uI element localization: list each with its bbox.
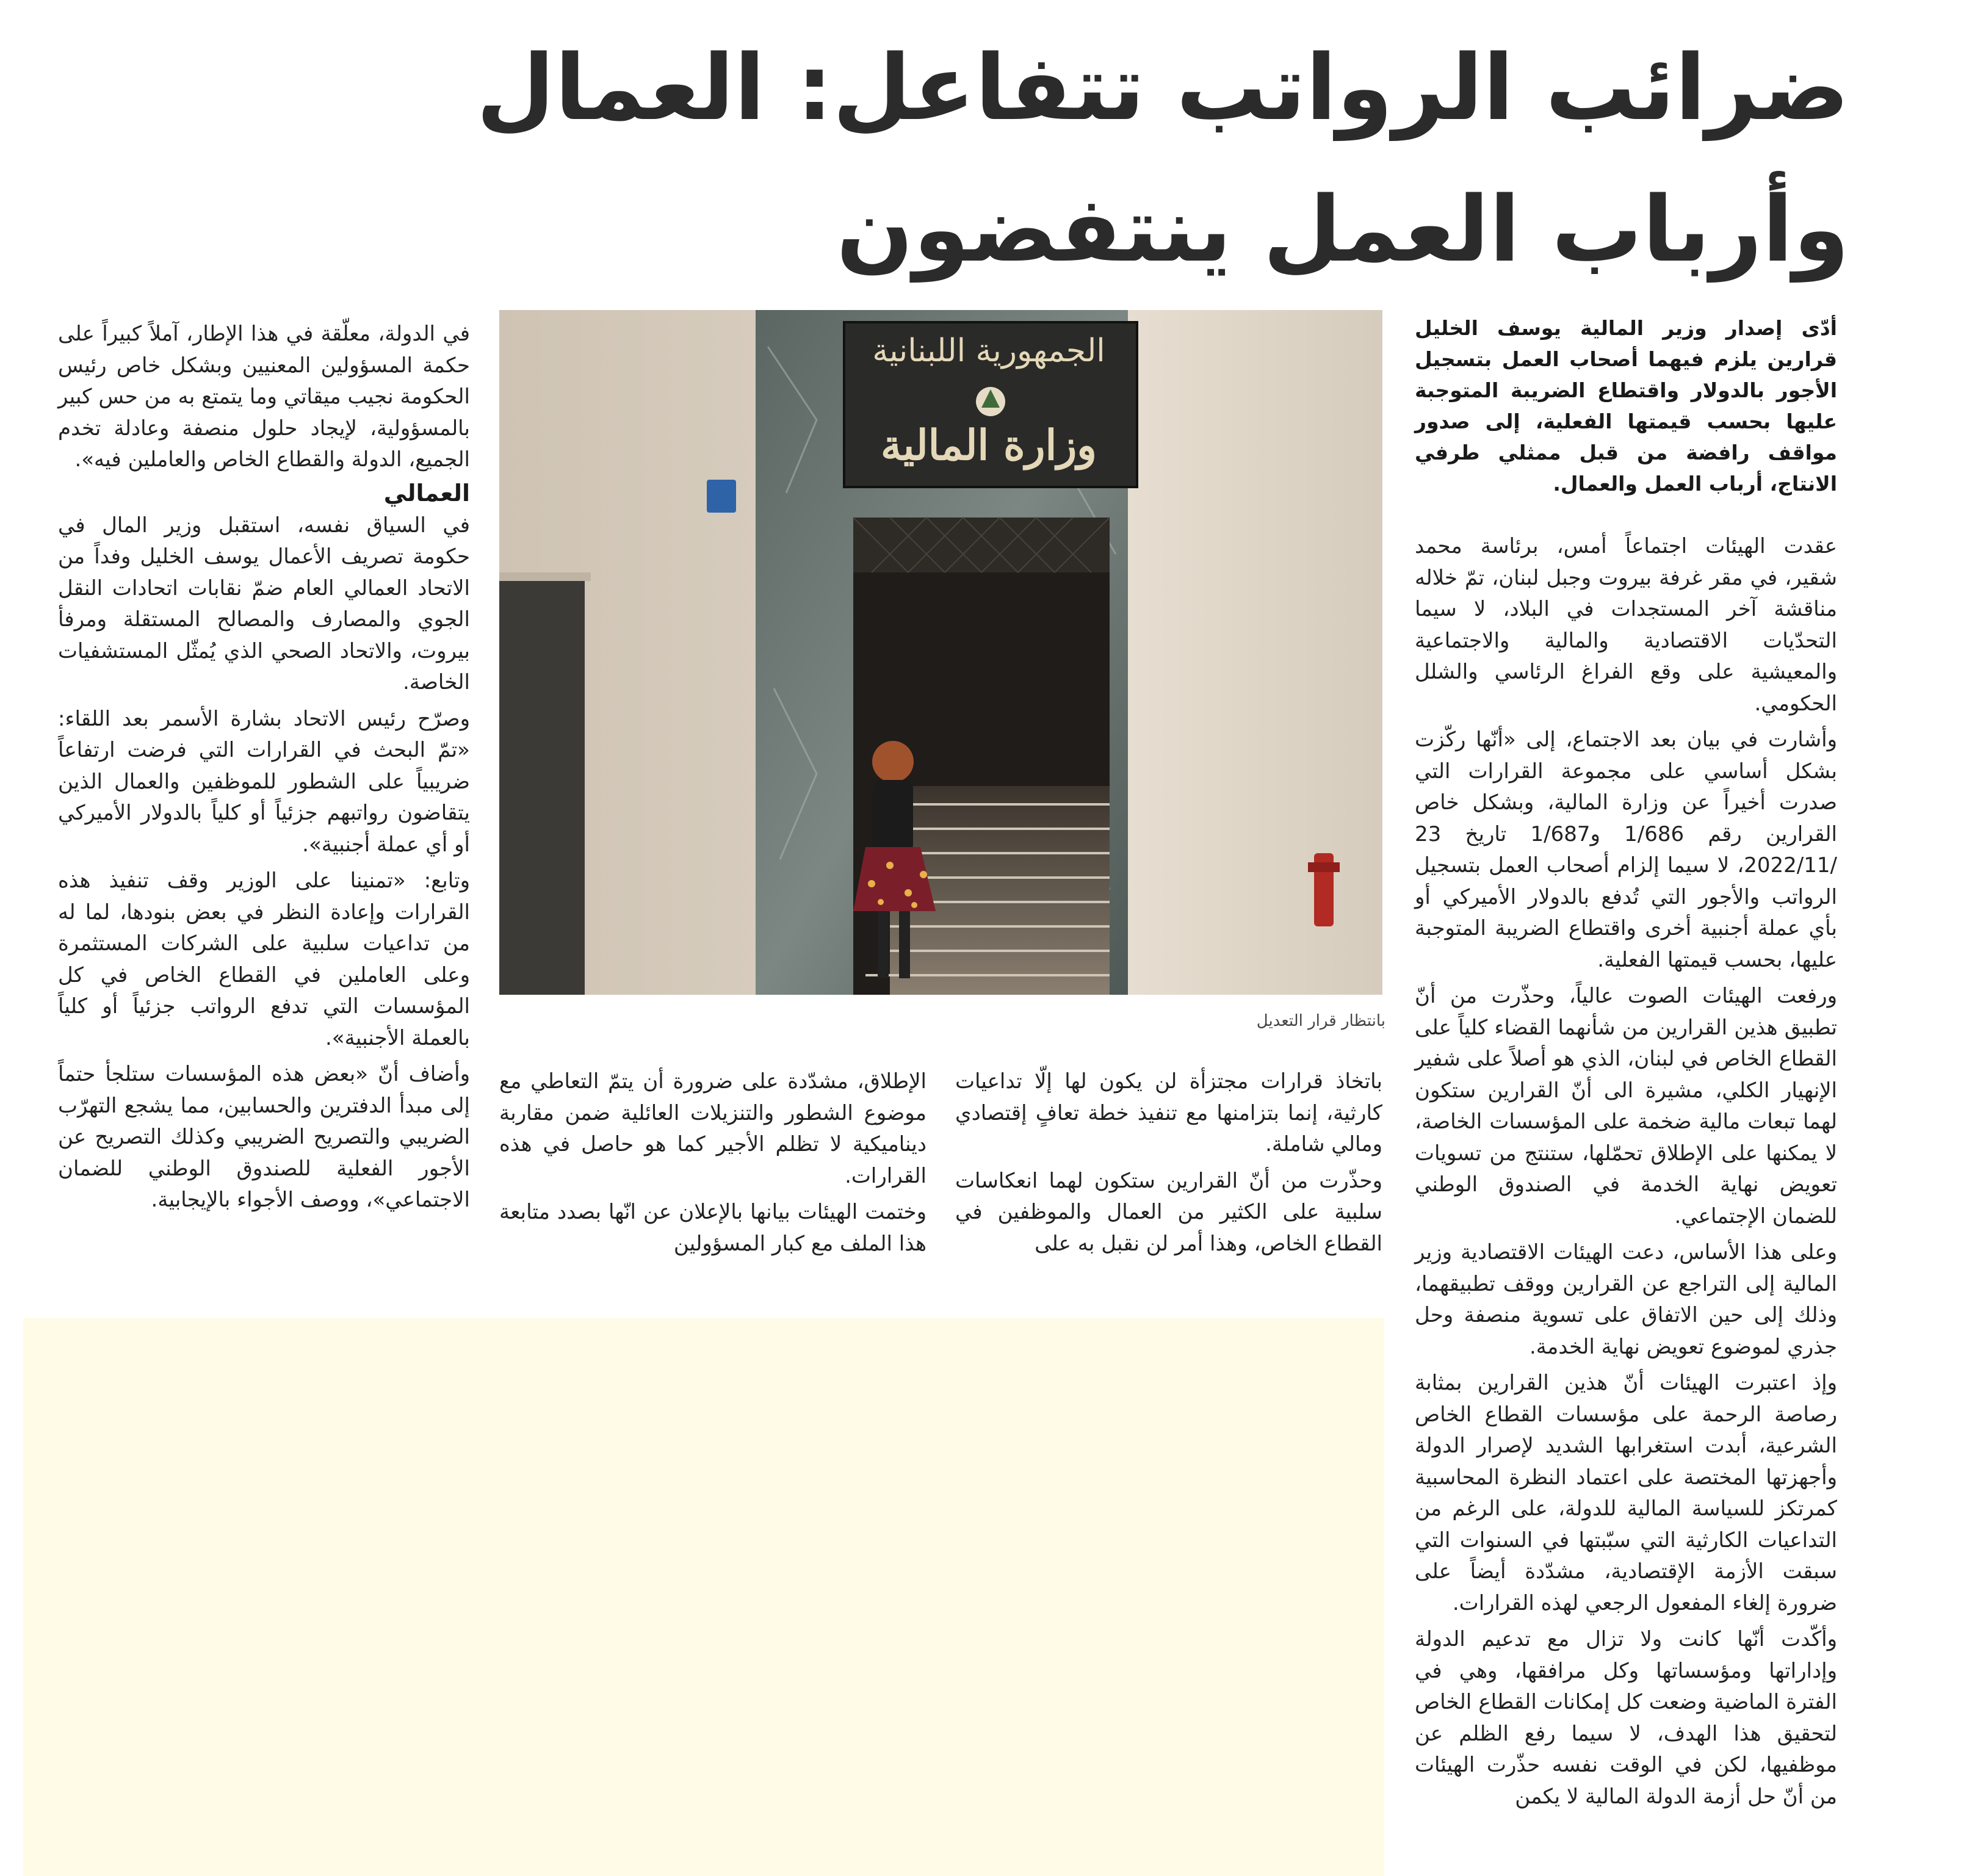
sign-top-text: الجمهورية اللبنانية xyxy=(872,333,1105,369)
paragraph: وختمت الهيئات بيانها بالإعلان عن انّها بصدد متابعة هذا الملف مع كبار المسؤولين xyxy=(499,1200,926,1256)
paragraph: في السياق نفسه، استقبل وزير المال في حكومة تصريف الأعمال يوسف الخليل وفداً من الاتحاد العمالي العام ضمّ نقابات اتحادات النقل الجوي والمصارف والمصالح المستقلة ومرفأ بيروت، والاتحاد الصحي الذي يُمثّل المستشفيات الخاصة. xyxy=(58,513,470,694)
article-photo xyxy=(499,310,1382,995)
paragraph: وأشارت في بيان بعد الاجتماع، إلى «أنّها ركّزت بشكل أساسي على مجموعة القرارات التي صدرت أخيراً عن وزارة المالية، وبشكل خاص القرارين رقم 1/686 و1/687 تاريخ 23 /2022/11، لا سيما إلزام أصحاب العمل بتسجيل الرواتب والأجور التي تُدفع بالدولار الأميركي أو بأي عملة أجنبية أخرى واقتطاع الضريبة المتوجبة عليها، بحسب قيمتها الفعلية. xyxy=(1415,727,1837,972)
paragraph: وعلى هذا الأساس، دعت الهيئات الاقتصادية وزير المالية إلى التراجع عن القرارين ووقف تطبيقهما، وذلك إلى حين الاتفاق على تسوية منصفة وحل جذري لموضوع تعويض نهاية الخدمة. xyxy=(1415,1240,1837,1359)
paragraph: وتابع: «تمنينا على الوزير وقف تنفيذ هذه القرارات وإعادة النظر في بعض بنودها، لما له من تداعيات سلبية على الشركات المستثمرة وعلى العاملين في القطاع الخاص في كل المؤسسات التي تدفع الرواتب جزئياً أو كلياً بالعملة الأجنبية». xyxy=(58,868,470,1050)
photo-caption: بانتظار قرار التعديل xyxy=(1256,1012,1385,1030)
sign-bottom-text: وزارة المالية xyxy=(880,421,1097,470)
section-subheading: العمالي xyxy=(383,479,470,507)
paragraph: وإذ اعتبرت الهيئات أنّ هذين القرارين بمثابة رصاصة الرحمة على مؤسسات القطاع الخاص الشرعية، أبدت استغرابها الشديد لإصرار الدولة وأجهزتها المختصة على اعتماد النظرة المحاسبية كمرتكز للسياسة المالية للدولة، على الرغم من التداعيات الكارثية التي سبّبتها في السنوات التي سبقت الأزمة الإقتصادية، مشدّدة أيضاً على ضرورة إلغاء المفعول الرجعي لهذه القرارات. xyxy=(1415,1371,1837,1615)
paragraph: عقدت الهيئات اجتماعاً أمس، برئاسة محمد شقير، في مقر غرفة بيروت وجبل لبنان، تمّ خلاله مناقشة آخر المستجدات في البلاد، لا سيما التحدّيات الاقتصادية والمالية والاجتماعية والمعيشية على وقع الفراغ الرئاسي والشلل الحكومي. xyxy=(1415,534,1837,716)
paragraph: باتخاذ قرارات مجتزأة لن يكون لها إلّا تداعيات كارثية، إنما بتزامنها مع تنفيذ خطة تعافٍ إقتصادي ومالي شاملة. xyxy=(955,1069,1382,1156)
article-headline: ضرائب الرواتب تتفاعل: العمال وأرباب العمل ينتفضون xyxy=(476,35,1849,282)
paragraph: وحذّرت من أنّ القرارين ستكون لهما انعكاسات سلبية على الكثير من العمال والموظفين في القطاع الخاص، وهذا أمر لن نقبل به على xyxy=(955,1168,1382,1256)
column-middle-right xyxy=(955,1066,1382,1260)
paragraph: ورفعت الهيئات الصوت عالياً، وحذّرت من أنّ تطبيق هذين القرارين من شأنهما القضاء كلياً على القطاع الخاص في لبنان، الذي هو أصلاً على شفير الإنهيار الكلي، مشيرة الى أنّ القرارين ستكون لهما تبعات مالية ضخمة على المؤسسات الخاصة، لا يمكنها على الإطلاق تحمّلها، ستنتج من تسويات تعويض نهاية الخدمة في الصندوق الوطني للضمان الإجتماعي. xyxy=(1415,984,1837,1228)
column-right xyxy=(1415,531,1837,1813)
column-left xyxy=(58,319,470,1216)
article-lead: أدّى إصدار وزير المالية يوسف الخليل قرارين يلزم فيهما أصحاب العمل بتسجيل الأجور بالدولار واقتطاع الضريبة المتوجبة عليها بحسب قيمتها الفعلية، إلى صدور مواقف رافضة من قبل ممثلي طرفي الانتاج، أرباب العمل والعمال. xyxy=(1415,316,1837,496)
paragraph: وصرّح رئيس الاتحاد بشارة الأسمر بعد اللقاء: «تمّ البحث في القرارات التي فرضت ارتفاعاً ضريبياً على الشطور للموظفين والعمال الذين يتقاضون رواتبهم جزئياً أو كلياً بالدولار الأميركي أو أي عملة أجنبية». xyxy=(58,706,470,857)
column-middle-left xyxy=(499,1066,926,1260)
paragraph: في الدولة، معلّقة في هذا الإطار، آملاً كبيراً على حكمة المسؤولين المعنيين وبشكل خاص رئيس الحكومة نجيب ميقاتي وما يتمتع به من حس كبير بالمسؤولية، لإيجاد حلول منصفة وعادلة تخدم الجميع، الدولة والقطاع الخاص والعاملين فيه». xyxy=(58,322,470,472)
paragraph: الإطلاق، مشدّدة على ضرورة أن يتمّ التعاطي مع موضوع الشطور والتنزيلات العائلية ضمن مقاربة ديناميكية لا تظلم الأجير كما هو حاصل في هذه القرارات. xyxy=(499,1069,926,1188)
advertisement-area xyxy=(23,1318,1384,1876)
paragraph: وأضاف أنّ «بعض هذه المؤسسات ستلجأ حتماً إلى مبدأ الدفترين والحسابين، مما يشجع التهرّب الضريبي والتصريح الضريبي وكذلك التصريح عن الأجور الفعلية للصندوق الوطني للضمان الاجتماعي»، ووصف الأجواء بالإيجابية. xyxy=(58,1062,470,1212)
paragraph: وأكّدت أنّها كانت ولا تزال مع تدعيم الدولة وإداراتها ومؤسساتها وكل مرافقها، وهي في الفترة الماضية وضعت كل إمكانات القطاع الخاص لتحقيق هذا الهدف، لا سيما رفع الظلم عن موظفيها، لكن في الوقت نفسه حذّرت الهيئات من أنّ حل أزمة الدولة المالية لا يكمن xyxy=(1415,1627,1837,1809)
